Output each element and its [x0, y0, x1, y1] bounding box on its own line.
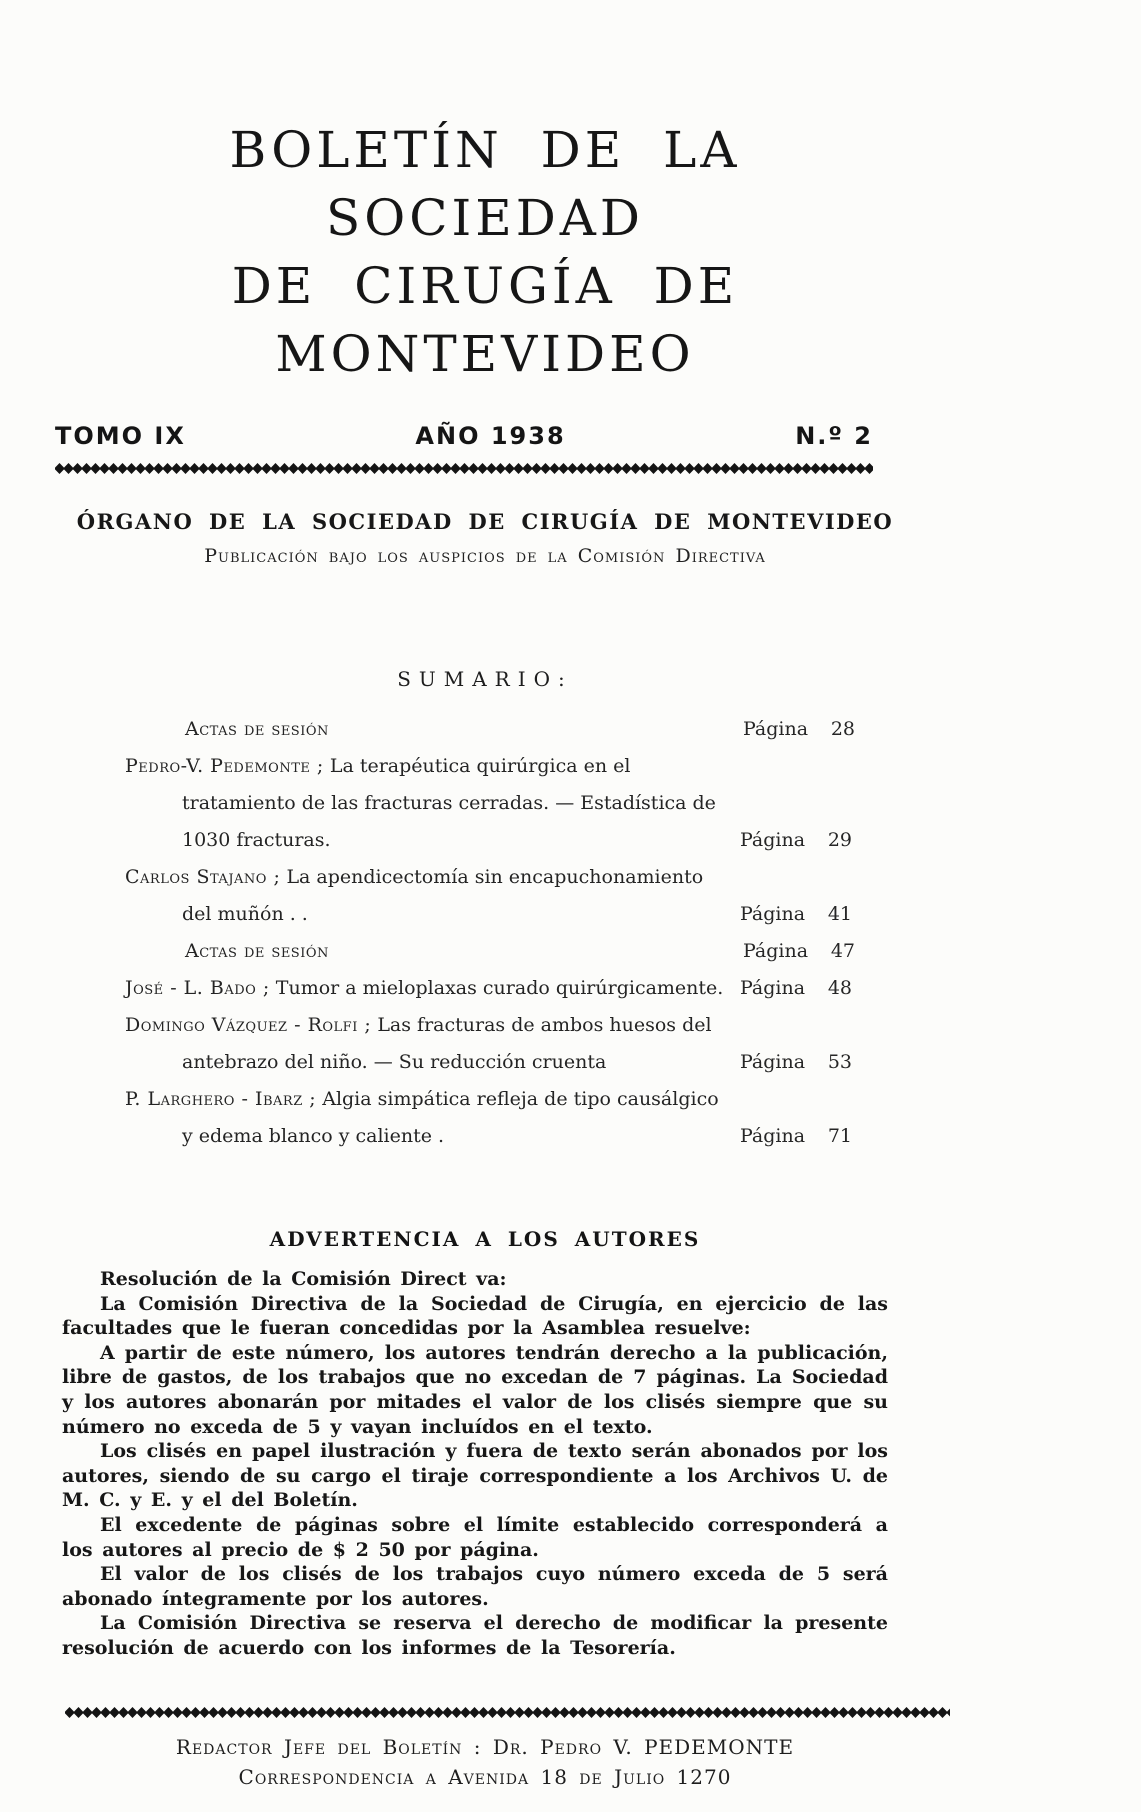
journal-title-line1: BOLETÍN DE LA SOCIEDAD: [229, 121, 741, 247]
sumario-heading: SUMARIO:: [397, 667, 573, 691]
toc-entry-title: Actas de sesión: [185, 718, 329, 740]
page-number: 47: [830, 940, 855, 962]
toc-entry-title: Algia simpática refleja de tipo causálgico y edema blanco y caliente .: [182, 1088, 719, 1147]
toc-entry-title: Las fracturas de ambos huesos del antebrazo del niño. — Su reducción cruenta: [182, 1014, 712, 1073]
main-content: [55, 667, 915, 1661]
advertencia-section: [55, 1227, 915, 1661]
redactor-line: Redactor Jefe del Boletín : Dr. Pedro V. PEDEMONTE: [175, 1734, 795, 1759]
advertencia-paragraph: Los clisés en papel ilustración y fuera de texto serán abonados por los autores, siendo de su cargo el tiraje correspondiente a los Archivos U. de M. C. y E. y el del Boletín.: [62, 1440, 888, 1512]
toc-entry-page: [740, 970, 852, 1007]
toc-entry-vazquez-rolfi: [125, 1007, 915, 1081]
toc-entry-text: [125, 748, 732, 859]
page-number: 48: [827, 977, 852, 999]
page-label: Página: [740, 1051, 806, 1073]
toc-entry-text: [125, 1007, 732, 1081]
issue-info-row: [55, 422, 873, 450]
page-label: Página: [740, 1125, 806, 1147]
toc-entry-page: [740, 822, 852, 859]
decorative-rule-bottom: [65, 1707, 950, 1718]
journal-title: [55, 0, 915, 388]
toc-entry-author: Carlos Stajano ;: [125, 866, 281, 888]
advertencia-heading: ADVERTENCIA A LOS AUTORES: [269, 1227, 701, 1251]
toc-entry-title: La apendicectomía sin encapuchonamiento del muñón . .: [182, 866, 704, 925]
auspices-statement: Publicación bajo los auspicios de la Comisión Directiva: [204, 545, 766, 567]
toc-entry-text: [125, 711, 735, 748]
toc-entry-title: Tumor a mieloplaxas curado quirúrgicamente.: [275, 977, 724, 999]
toc-entry-page: [740, 1118, 852, 1155]
page-label: Página: [740, 903, 806, 925]
page-label: Página: [740, 977, 806, 999]
advertencia-paragraph: La Comisión Directiva se reserva el derecho de modificar la presente resolución de acuerdo con los informes de la Tesorería.: [62, 1612, 888, 1659]
toc-entry-text: [125, 859, 732, 933]
page-label: Página: [743, 940, 809, 962]
toc-entry-text: [125, 933, 735, 970]
toc-entry-page: [740, 896, 852, 933]
toc-entry-author: Pedro-V. Pedemonte ;: [125, 755, 324, 777]
page-number: 71: [827, 1125, 852, 1147]
advertencia-paragraph: El excedente de páginas sobre el límite establecido corresponderá a los autores al precio de $ 2 50 por página.: [62, 1513, 888, 1561]
table-of-contents: [125, 711, 915, 1155]
page-label: Página: [740, 829, 806, 851]
advertencia-paragraph: La Comisión Directiva de la Sociedad de Cirugía, en ejercicio de las facultades que le fueran concedidas por la Asamblea resuelve:: [62, 1292, 888, 1340]
toc-entry-bado: [125, 970, 915, 1007]
masthead: [55, 0, 915, 567]
toc-entry-title: La terapéutica quirúrgica en el tratamiento de las fracturas cerradas. — Estadística de 1030 fracturas.: [182, 755, 716, 851]
footer: [55, 1707, 915, 1789]
toc-entry-actas-1: [125, 711, 915, 748]
toc-entry-author: José - L. Bado ;: [125, 977, 270, 999]
toc-entry-page: [743, 711, 855, 748]
toc-entry-stajano: [125, 859, 915, 933]
advertencia-body: [62, 1267, 888, 1661]
journal-title-line2: DE CIRUGÍA DE MONTEVIDEO: [231, 257, 739, 383]
page-number: 41: [827, 903, 852, 925]
toc-entry-actas-2: [125, 933, 915, 970]
advertencia-paragraph: El valor de los clisés de los trabajos cuyo número exceda de 5 será abonado íntegramente por los autores.: [62, 1563, 888, 1610]
page-number: 53: [827, 1051, 852, 1073]
advertencia-paragraph: Resolución de la Comisión Direct va:: [100, 1268, 507, 1290]
toc-entry-text: [125, 1081, 732, 1155]
organ-statement: ÓRGANO DE LA SOCIEDAD DE CIRUGÍA DE MONTEVIDEO: [76, 509, 894, 534]
issue-number-label: N.º 2: [795, 422, 873, 450]
page-number: 28: [830, 718, 855, 740]
toc-entry-larghero-ibarz: [125, 1081, 915, 1155]
toc-entry-page: [743, 933, 855, 970]
advertencia-paragraph: A partir de este número, los autores tendrán derecho a la publicación, libre de gastos, de los trabajos que no excedan de 7 páginas. La Sociedad y los autores abonarán por mitades el valor de los clisés siempre que su número no exceda de 5 y vayan incluídos en el texto.: [62, 1341, 888, 1438]
toc-entry-text: [125, 970, 732, 1007]
page-label: Página: [743, 718, 809, 740]
toc-entry-page: [740, 1044, 852, 1081]
tomo-label: TOMO IX: [55, 422, 186, 450]
toc-entry-author: Domingo Vázquez - Rolfi ;: [125, 1014, 372, 1036]
correspondencia-line: Correspondencia a Avenida 18 de Julio 1270: [238, 1764, 732, 1789]
toc-entry-author: P. Larghero - Ibarz ;: [125, 1088, 317, 1110]
toc-entry-title: Actas de sesión: [185, 940, 329, 962]
page-number: 29: [827, 829, 852, 851]
toc-entry-pedemonte: [125, 748, 915, 859]
decorative-rule-top: [55, 463, 873, 474]
year-label: AÑO 1938: [415, 422, 566, 450]
